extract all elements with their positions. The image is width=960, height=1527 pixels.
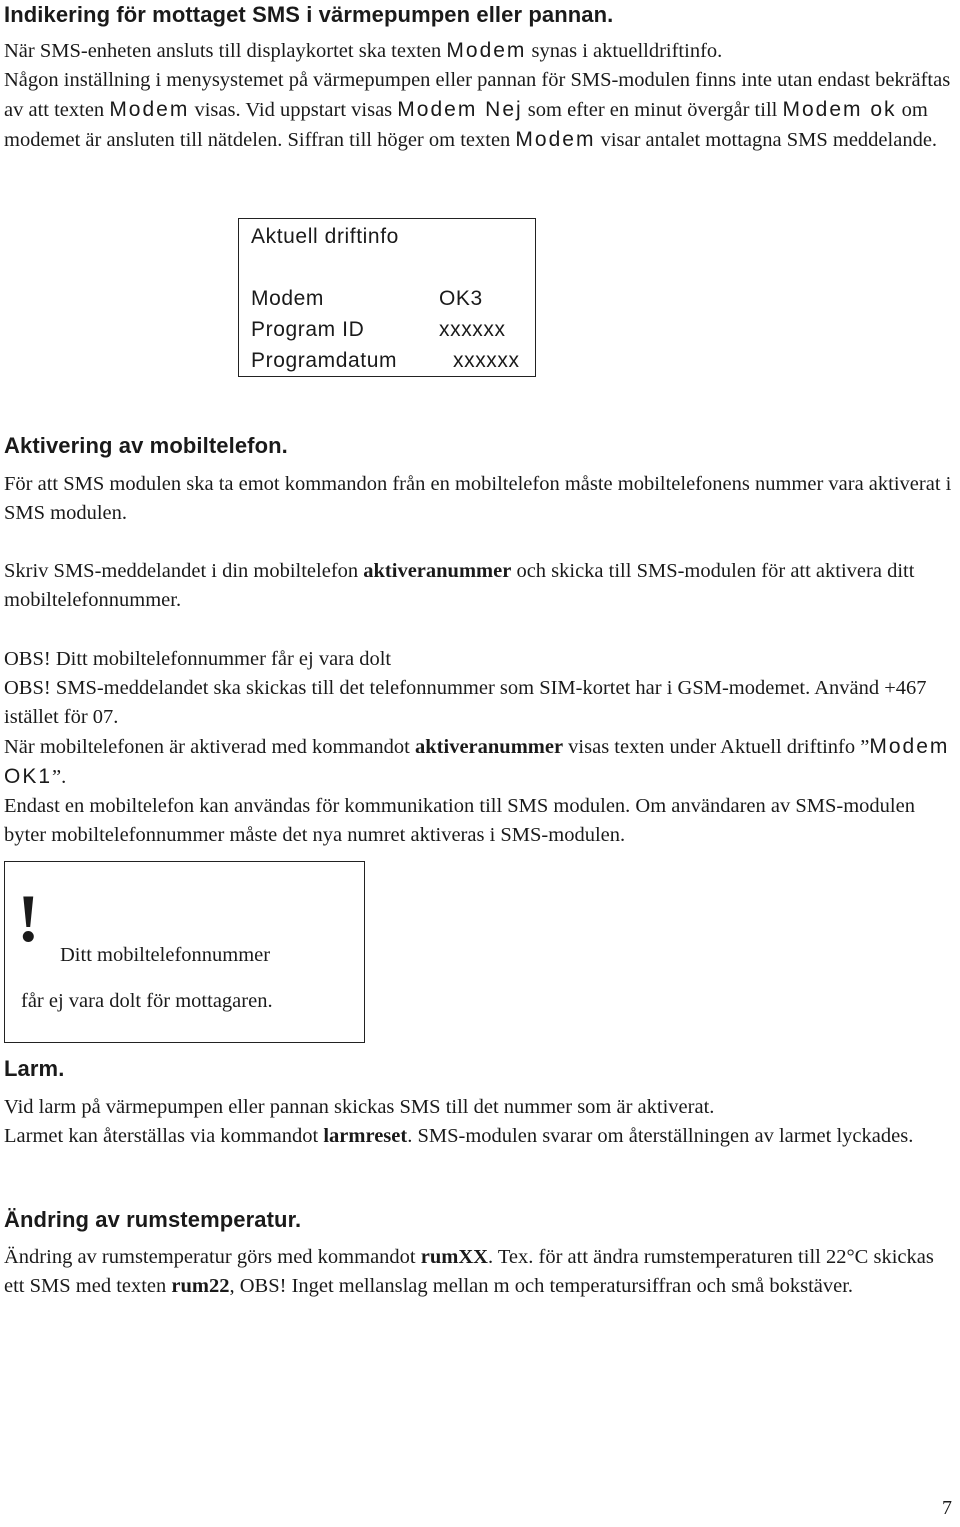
paragraph-alarm-sms: Vid larm på värmepumpen eller pannan skickas SMS till det nummer som är aktiverat. — [4, 1096, 715, 1118]
paragraph-activation-requirement: För att SMS modulen ska ta emot kommandon från en mobiltelefon måste mobiltelefonens nummer vara aktiverat i SMS modulen. — [4, 473, 952, 524]
heading-room-temperature: Ändring av rumstemperatur. — [4, 1207, 302, 1232]
paragraph-single-phone: Endast en mobiltelefon kan användas för kommunikation till SMS modulen. Om användaren av SMS-modulen byter mobiltelefonnummer måste det nya numret aktiveras i SMS-modulen. — [4, 795, 915, 846]
paragraph-obs-hidden-number: OBS! Ditt mobiltelefonnummer får ej vara dolt — [4, 648, 392, 670]
paragraph-activated-status: När mobiltelefonen är aktiverad med kommandot aktiveranummer visas texten under Aktuell driftinfo ”Modem OK1”. — [4, 735, 950, 788]
page-number: 7 — [942, 1497, 952, 1519]
heading-activation: Aktivering av mobiltelefon. — [4, 433, 288, 458]
paragraph-obs-sim-number: OBS! SMS-meddelandet ska skickas till det telefonnummer som SIM-kortet har i GSM-modemet. Använd +467 istället för 07. — [4, 677, 927, 728]
paragraph-activation-command: Skriv SMS-meddelandet i din mobiltelefon aktiveranummer och skicka till SMS-modulen för att aktivera ditt mobiltelefonnummer. — [4, 560, 915, 611]
paragraph-alarm-reset: Larmet kan återställas via kommandot larmreset. SMS-modulen svarar om återställningen av larmet lyckades. — [4, 1125, 914, 1147]
driftinfo-display — [238, 218, 536, 377]
paragraph-room-temperature: Ändring av rumstemperatur görs med kommandot rumXX. Tex. för att ändra rumstemperaturen till 22°C skickas ett SMS med texten rum22, OBS! Inget mellanslag mellan m och temperatursiffran och små bokstäver. — [4, 1246, 934, 1297]
warning-note-box — [4, 861, 365, 1043]
heading-sms-indication: Indikering för mottaget SMS i värmepumpen eller pannan. — [4, 2, 614, 27]
exclamation-icon: ! — [17, 880, 40, 956]
display-title: Aktuell driftinfo — [251, 225, 399, 248]
paragraph-modem-intro: När SMS-enheten ansluts till displaykortet ska texten Modem synas i aktuelldriftinfo. Någon inställning i menysystemet på värmepumpen eller pannan för SMS-modulen finns inte utan endast bekräftas av att texten Modem visas. Vid uppstart visas Modem Nej som efter en minut övergår till Modem ok om modemet är ansluten till nätdelen. Siffran till höger om texten Modem visar antalet mottagna SMS meddelande. — [4, 39, 951, 151]
display-row-program-id: Program ID xxxxxx — [251, 318, 506, 341]
heading-alarm: Larm. — [4, 1056, 65, 1081]
display-row-modem: Modem OK3 — [251, 287, 483, 310]
note-line-2: får ej vara dolt för mottagaren. — [21, 990, 273, 1012]
note-line-1: Ditt mobiltelefonnummer — [60, 944, 271, 966]
display-row-programdatum: Programdatum xxxxxx — [251, 349, 520, 372]
